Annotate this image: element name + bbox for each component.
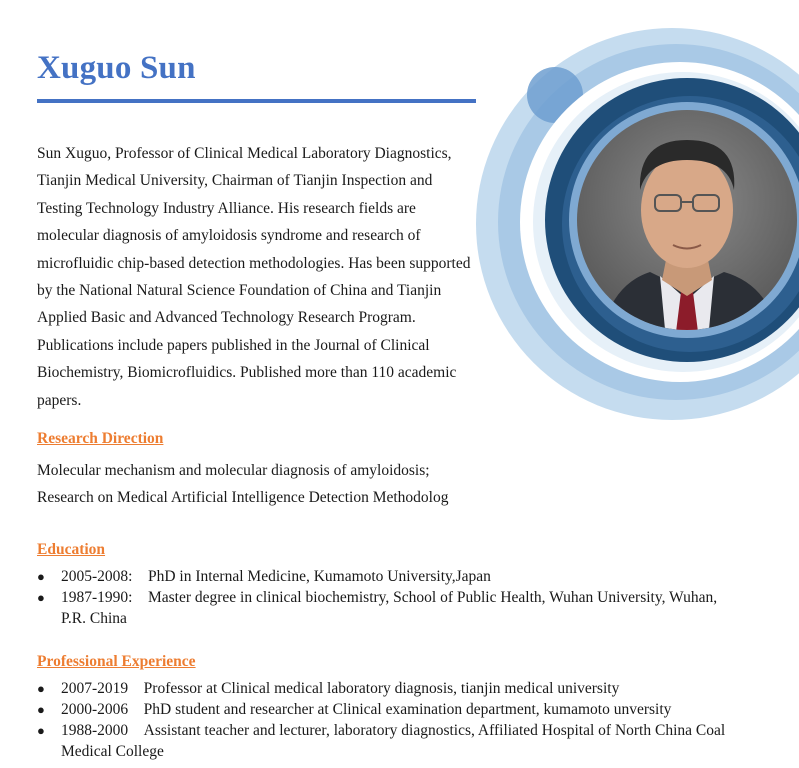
list-item	[37, 699, 737, 720]
bullet-dot-icon: ●	[37, 681, 45, 696]
person-name: Xuguo Sun	[37, 50, 196, 86]
experience-detail: PhD student and researcher at Clinical examination department, kumamoto unversity	[143, 701, 672, 718]
bullet-dot-icon: ●	[37, 569, 45, 584]
experience-period: 1988-2000	[61, 722, 129, 739]
experience-detail: Assistant teacher and lecturer, laboratory diagnostics, Affiliated Hospital of North China Coal Medical College	[61, 722, 726, 760]
research-line: Research on Medical Artificial Intelligence Detection Methodolog	[37, 489, 449, 506]
research-direction-heading: Research Direction	[37, 430, 164, 447]
bullet-dot-icon: ●	[37, 590, 45, 605]
experience-period: 2007-2019	[61, 680, 129, 697]
bullet-dot-icon: ●	[37, 702, 45, 717]
education-detail: PhD in Internal Medicine, Kumamoto University,Japan	[147, 568, 491, 585]
education-list	[37, 566, 737, 629]
experience-list	[37, 678, 737, 762]
list-item	[37, 566, 737, 587]
education-period: 1987-1990:	[61, 589, 133, 606]
list-item	[37, 587, 737, 629]
list-item	[37, 720, 737, 762]
education-heading: Education	[37, 541, 106, 558]
title-underline	[37, 99, 476, 103]
portrait-photo-icon	[460, 0, 799, 430]
research-direction-list	[37, 457, 557, 511]
research-line: Molecular mechanism and molecular diagnosis of amyloidosis;	[37, 462, 430, 479]
education-detail: Master degree in clinical biochemistry, School of Public Health, Wuhan University, Wuhan, P.R. China	[61, 589, 718, 627]
professional-experience-heading: Professional Experience	[37, 653, 196, 670]
experience-period: 2000-2006	[61, 701, 129, 718]
education-period: 2005-2008:	[61, 568, 133, 585]
list-item	[37, 678, 737, 699]
bullet-dot-icon: ●	[37, 723, 45, 738]
experience-detail: Professor at Clinical medical laboratory diagnosis, tianjin medical university	[143, 680, 620, 697]
biography-paragraph: Sun Xuguo, Professor of Clinical Medical Laboratory Diagnostics, Tianjin Medical University, Chairman of Tianjin Inspection and Testing Technology Industry Alliance. His research fields are molecular diagnosis of amyloidosis syndrome and research of microfluidic chip-based detection methodologies. Has been supported by the National Natural Science Foundation of China and Tianjin Applied Basic and Advanced Technology Research Program. Publications include papers published in the Journal of Clinical Biochemistry, Biomicrofluidics. Published more than 110 academic papers.	[37, 145, 471, 409]
